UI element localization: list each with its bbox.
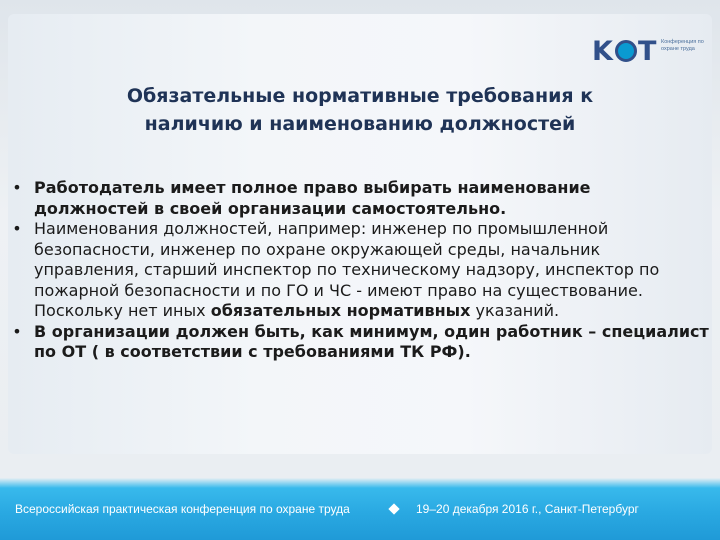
- conference-logo: [592, 32, 714, 76]
- bullet-dot-icon: •: [12, 321, 22, 341]
- slide-title: [60, 82, 660, 138]
- bullet-text: Наименования должностей, например: инженер по промышленной безопасности, инженер по охране окружающей среды, начальник управления, старший инспектор по техническому надзору, инспектор по пожарной безопасности и по ГО и ЧС - имеют право на существование. Поскольку нет иных: [34, 219, 660, 320]
- slide-title-line-1: Обязательные нормативные требования к: [126, 85, 594, 107]
- slide-title-line-2: наличию и наименованию должностей: [144, 113, 576, 135]
- logo-letter-t: T: [637, 36, 658, 67]
- bullet-text: указаний.: [470, 301, 560, 320]
- footer-bar: [0, 478, 720, 540]
- bullet-item: [10, 178, 710, 219]
- bullet-text-bold: обязательных нормативных: [210, 301, 471, 320]
- bullet-text-bold: В организации должен быть, как минимум, один работник – специалист по ОТ ( в соответствии с требованиями ТК РФ).: [34, 321, 709, 361]
- logo-globe-icon: [615, 40, 637, 62]
- footer-conference-name: Всероссийская практическая конференция по охране труда: [15, 502, 350, 516]
- logo-wordmark: [592, 36, 657, 67]
- logo-caption: Конференция по охране труда: [661, 39, 704, 52]
- footer-divider: [0, 478, 720, 488]
- logo-letter-k: K: [592, 36, 614, 67]
- footer-date-location: 19–20 декабря 2016 г., Санкт-Петербург: [416, 502, 639, 516]
- footer-diamond-icon: [388, 503, 399, 514]
- bullet-text-bold: Работодатель имеет полное право выбирать наименование должностей в своей организации самостоятельно.: [34, 178, 591, 218]
- bullet-dot-icon: •: [12, 219, 22, 238]
- bullet-list: [10, 178, 710, 363]
- bullet-item: [10, 219, 710, 322]
- bullet-item: [10, 322, 710, 363]
- bullet-dot-icon: •: [12, 178, 22, 197]
